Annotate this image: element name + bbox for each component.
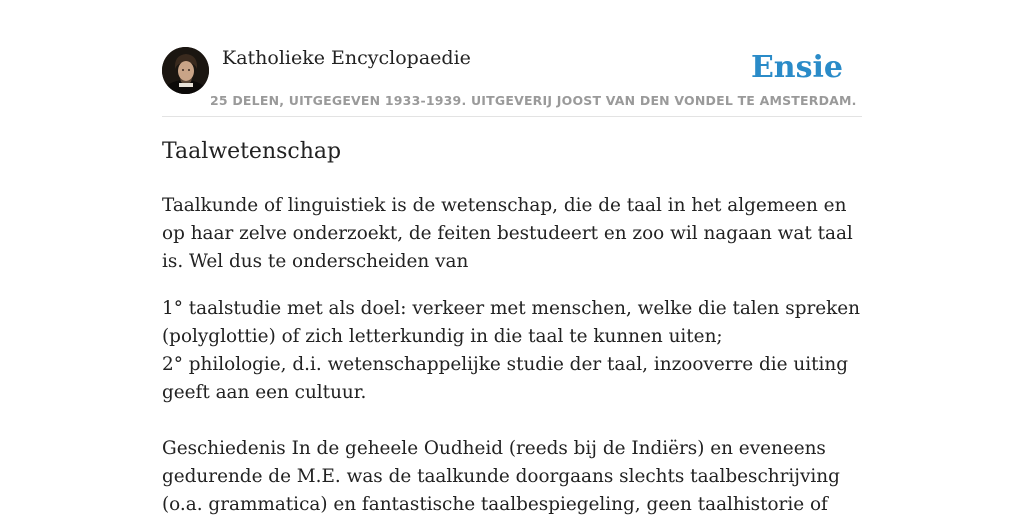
ensie-logo-link[interactable]: Ensie [750, 50, 843, 85]
article-paragraph: 2° philologie, d.i. wetenschappelijke studie der taal, inzooverre die uiting geeft aan een cultuur. [162, 354, 849, 403]
paragraph-spacer [162, 407, 862, 435]
article-paragraph: Taalkunde of linguistiek is de wetenschap, die de taal in het algemeen en op haar zelve onderzoekt, de feiten bestudeert en zoo wil nagaan wat taal is. Wel dus te onderscheiden van [162, 195, 853, 272]
site-header [162, 44, 862, 117]
article-paragraph: 1° taalstudie met als doel: verkeer met menschen, welke die talen spreken (polyglottie) of zich letterkundig in die taal te kunnen uiten; [162, 298, 861, 347]
portrait-image [162, 47, 209, 94]
book-title[interactable]: Katholieke Encyclopaedie [222, 47, 471, 69]
article-title: Taalwetenschap [162, 139, 342, 164]
author-portrait-avatar[interactable] [162, 47, 209, 94]
book-subtitle: 25 DELEN, UITGEGEVEN 1933-1939. UITGEVERIJ JOOST VAN DEN VONDEL TE AMSTERDAM. [210, 93, 857, 108]
article-paragraph: Geschiedenis In de geheele Oudheid (reeds bij de Indiërs) en eveneens gedurende de M.E. was de taalkunde doorgaans slechts taalbeschrijving (o.a. grammatica) en fantastische taalbespiegeling, geen taalhistorie of [162, 438, 840, 515]
article-body [162, 192, 862, 519]
